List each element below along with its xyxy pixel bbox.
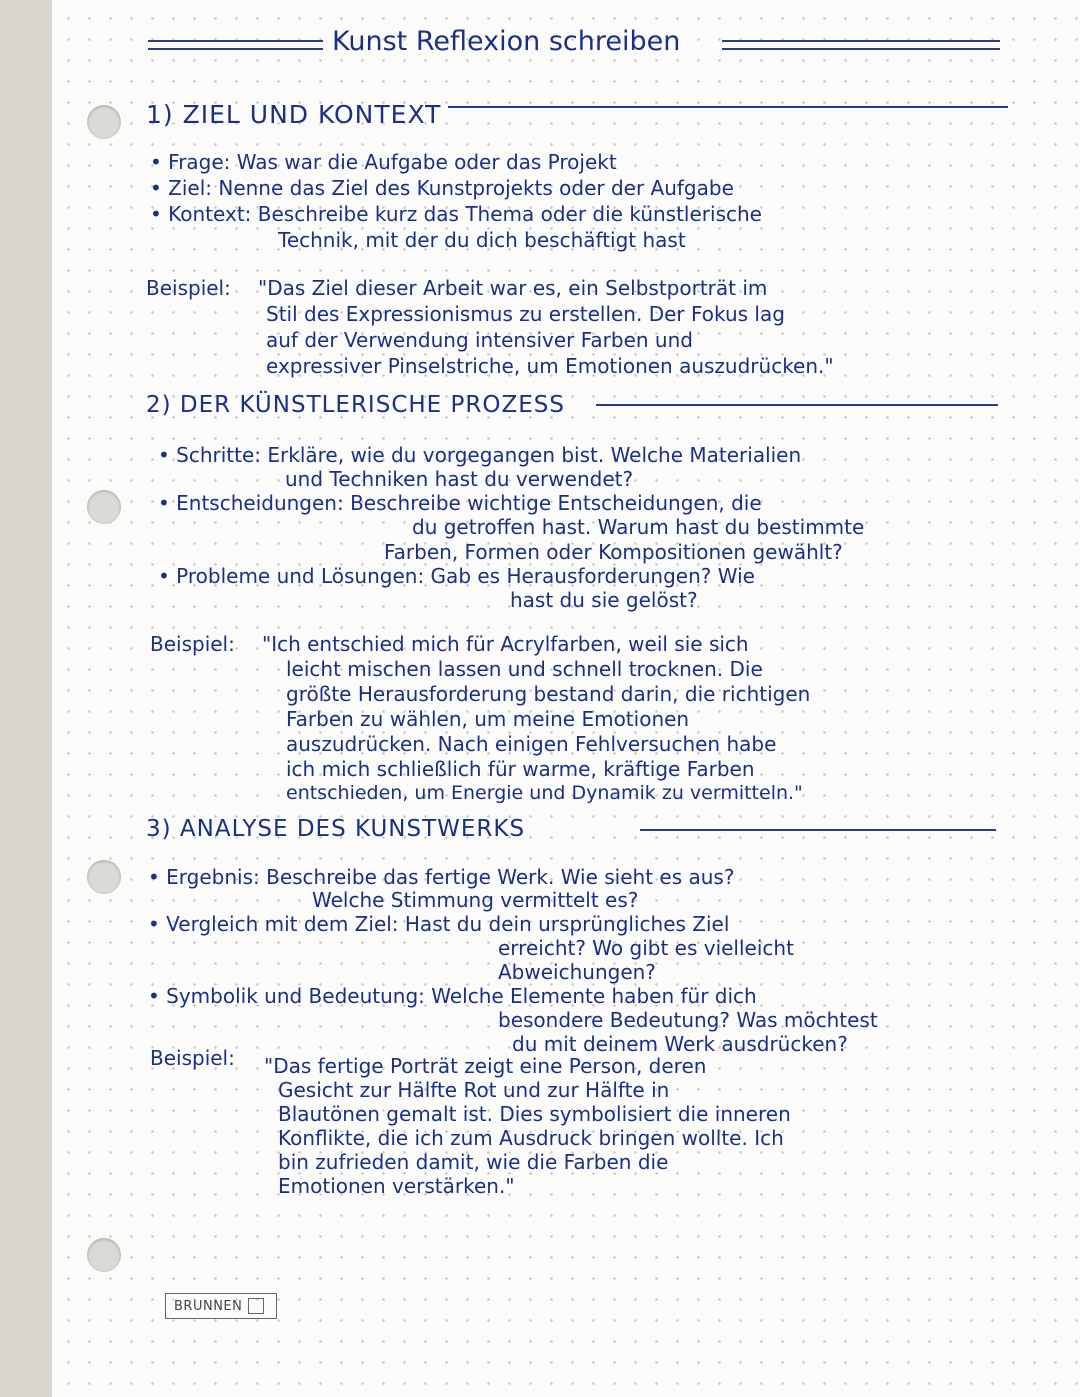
section-3-line: • Vergleich mit dem Ziel: Hast du dein ursprüngliches Ziel bbox=[148, 912, 730, 936]
section-2-example-line: "Ich entschied mich für Acrylfarben, weil sie sich bbox=[262, 632, 749, 656]
punch-hole bbox=[87, 490, 121, 524]
section-1-heading: 1) ZIEL UND KONTEXT bbox=[146, 100, 442, 129]
section-1-example-line: auf der Verwendung intensiver Farben und bbox=[266, 328, 693, 352]
section-3-line: Welche Stimmung vermittelt es? bbox=[312, 888, 639, 912]
section-3-rule bbox=[640, 829, 996, 831]
section-1-line: • Ziel: Nenne das Ziel des Kunstprojekts oder der Aufgabe bbox=[150, 176, 734, 200]
title-rule-right-2 bbox=[722, 48, 1000, 50]
brunnen-logo bbox=[165, 1293, 277, 1319]
section-2-line: Farben, Formen oder Kompositionen gewählt? bbox=[384, 540, 843, 564]
section-1-line: • Kontext: Beschreibe kurz das Thema oder die künstlerische bbox=[150, 202, 762, 226]
punch-hole bbox=[87, 105, 121, 139]
section-2-example-line: ich mich schließlich für warme, kräftige Farben bbox=[286, 757, 755, 781]
section-2-line: du getroffen hast. Warum hast du bestimmte bbox=[412, 515, 865, 539]
section-2-example-line: größte Herausforderung bestand darin, die richtigen bbox=[286, 682, 811, 706]
section-3-example-line: bin zufrieden damit, wie die Farben die bbox=[278, 1150, 669, 1174]
section-2-line: und Techniken hast du verwendet? bbox=[285, 467, 634, 491]
section-3-line: erreicht? Wo gibt es vielleicht bbox=[498, 936, 794, 960]
section-3-line: Abweichungen? bbox=[498, 960, 656, 984]
title-rule-left-2 bbox=[148, 48, 323, 50]
section-2-example-line: Farben zu wählen, um meine Emotionen bbox=[286, 707, 690, 731]
section-1-example-line: expressiver Pinselstriche, um Emotionen auszudrücken." bbox=[266, 354, 834, 378]
title-rule-left-1 bbox=[148, 40, 323, 42]
section-2-example-label: Beispiel: bbox=[150, 632, 235, 656]
section-1-rule bbox=[448, 106, 1008, 108]
section-3-example-line: Emotionen verstärken." bbox=[278, 1174, 515, 1198]
section-2-line: hast du sie gelöst? bbox=[510, 588, 698, 612]
section-2-example-line: leicht mischen lassen und schnell trocknen. Die bbox=[286, 657, 763, 681]
section-1-line: • Frage: Was war die Aufgabe oder das Projekt bbox=[150, 150, 617, 174]
section-3-heading: 3) ANALYSE DES KUNSTWERKS bbox=[146, 816, 526, 842]
section-1-example-line: "Das Ziel dieser Arbeit war es, ein Selbstporträt im bbox=[258, 276, 768, 300]
section-3-example-line: "Das fertige Porträt zeigt eine Person, deren bbox=[264, 1054, 707, 1078]
section-2-line: • Schritte: Erkläre, wie du vorgegangen bist. Welche Materialien bbox=[158, 443, 802, 467]
punch-hole bbox=[87, 1238, 121, 1272]
section-3-line: • Symbolik und Bedeutung: Welche Elemente haben für dich bbox=[148, 984, 757, 1008]
punch-hole bbox=[87, 860, 121, 894]
section-3-line: besondere Bedeutung? Was möchtest bbox=[498, 1008, 878, 1032]
section-1-example-line: Stil des Expressionismus zu erstellen. Der Fokus lag bbox=[266, 302, 785, 326]
page-title: Kunst Reflexion schreiben bbox=[332, 26, 681, 57]
section-3-example-line: Konflikte, die ich zum Ausdruck bringen wollte. Ich bbox=[278, 1126, 784, 1150]
section-2-line: • Entscheidungen: Beschreibe wichtige Entscheidungen, die bbox=[158, 491, 762, 515]
section-3-line: • Ergebnis: Beschreibe das fertige Werk. Wie sieht es aus? bbox=[148, 865, 735, 889]
section-2-example-line: auszudrücken. Nach einigen Fehlversuchen habe bbox=[286, 732, 777, 756]
section-2-line: • Probleme und Lösungen: Gab es Herausforderungen? Wie bbox=[158, 564, 755, 588]
section-2-rule bbox=[596, 404, 998, 406]
title-rule-right-1 bbox=[722, 40, 1000, 42]
section-3-example-line: Blautönen gemalt ist. Dies symbolisiert die inneren bbox=[278, 1102, 791, 1126]
brand-label: BRUNNEN bbox=[174, 1298, 243, 1314]
section-1-line: Technik, mit der du dich beschäftigt hast bbox=[278, 228, 686, 252]
section-3-example-line: Gesicht zur Hälfte Rot und zur Hälfte in bbox=[278, 1078, 670, 1102]
brand-mark-icon bbox=[248, 1298, 264, 1314]
section-3-line: du mit deinem Werk ausdrücken? bbox=[512, 1032, 848, 1056]
section-2-example-line: entschieden, um Energie und Dynamik zu vermitteln." bbox=[286, 782, 803, 804]
section-3-example-label: Beispiel: bbox=[150, 1046, 235, 1070]
section-1-example-label: Beispiel: bbox=[146, 276, 231, 300]
section-2-heading: 2) DER KÜNSTLERISCHE PROZESS bbox=[146, 392, 565, 418]
